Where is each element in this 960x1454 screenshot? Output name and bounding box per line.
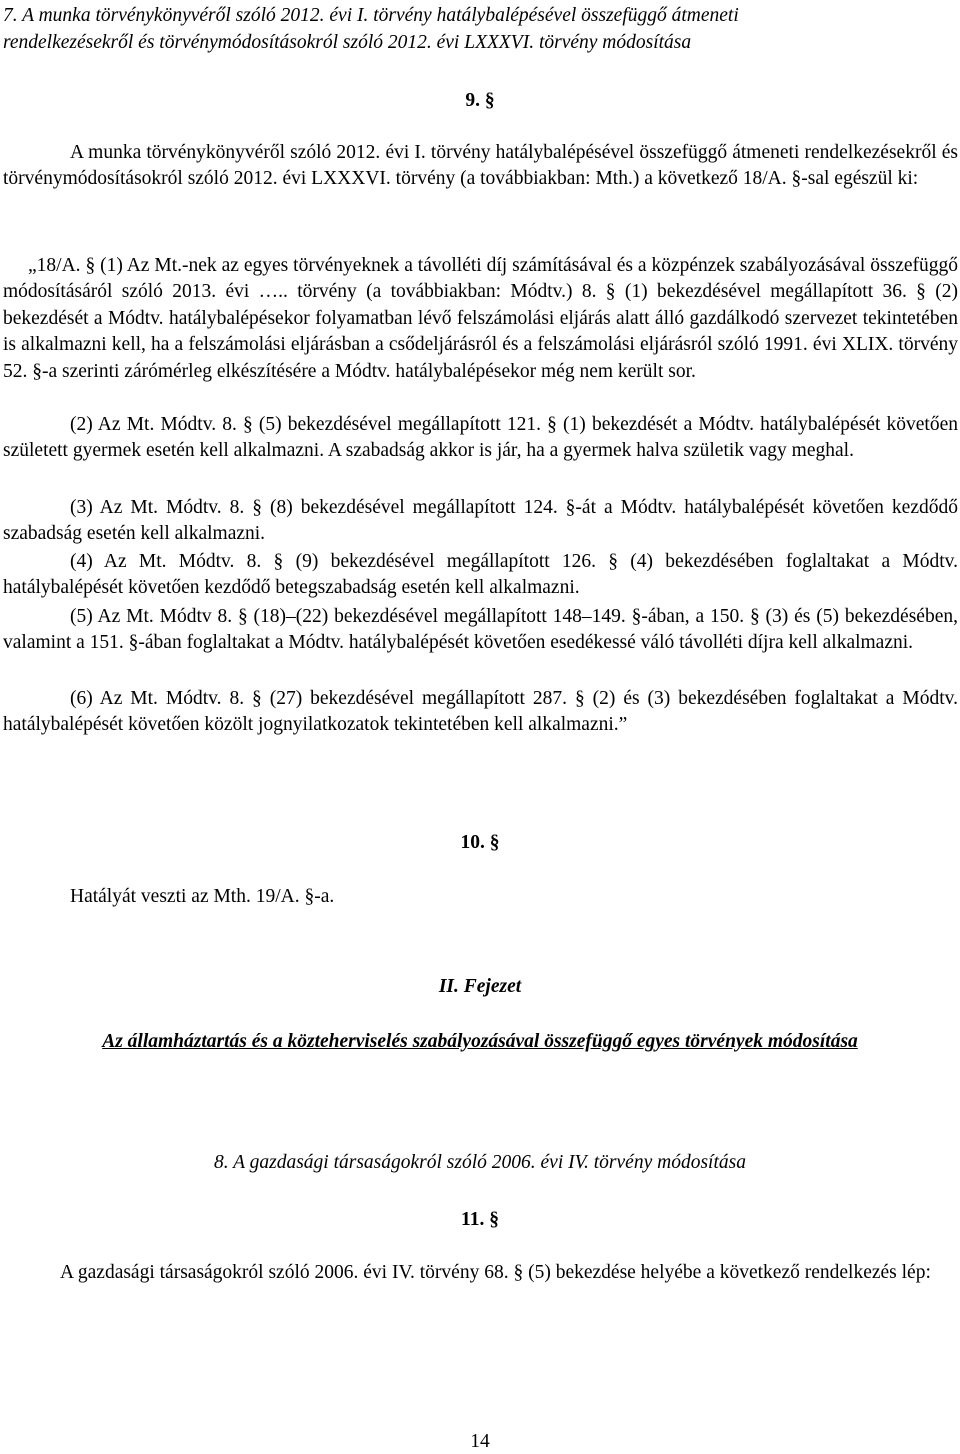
section-11-text: A gazdasági társaságokról szóló 2006. évi IV. törvény 68. § (5) bekezdése helyébe a következő rendelkezés lép: <box>60 1262 931 1283</box>
section-9-intro: A munka törvénykönyvéről szóló 2012. évi I. törvény hatálybalépésével összefüggő átmeneti rendelkezésekről és törvénymódosításokról szóló 2012. évi LXXXVI. törvény (a továbbiakban: Mth.) a következő 18/A. §-sal egészül ki: <box>3 142 958 190</box>
section-18a-paragraph-5: (5) Az Mt. Módtv 8. § (18)–(22) bekezdésével megállapított 148–149. §-ában, a 150. § (3) és (5) bekezdésében, valamint a 151. §-ában foglaltakat a Módtv. hatálybalépését követően esedékessé váló távolléti díjra kell alkalmazni. <box>3 606 958 654</box>
section-18a-paragraph-4: (4) Az Mt. Módtv. 8. § (9) bekezdésével megállapított 126. § (4) bekezdésében foglaltakat a Módtv. hatálybalépését követően kezdődő betegszabadság esetén kell alkalmazni. <box>3 551 958 599</box>
section-18a-paragraph-6: (6) Az Mt. Módtv. 8. § (27) bekezdésével megállapított 287. § (2) és (3) bekezdésében foglaltakat a Módtv. hatálybalépését követően közölt jognyilatkozatok tekintetében kell alkalmazni.” <box>3 688 958 736</box>
section-18a-paragraph-1: „18/A. § (1) Az Mt.-nek az egyes törvényeknek a távolléti díj számításával és a közpénzek szabályozásával összefüggő módosításáról szóló 2013. évi ….. törvény (a továbbiakban: Módtv.) 8. § (1) bekezdésével megállapított 36. § (2) bekezdését a Módtv. hatálybalépésekor folyamatban lévő felszámolási eljárás alatt álló gazdálkodó szervezet tekintetében is alkalmazni kell, ha a felszámolási eljárásban a csődeljárásról és a felszámolási eljárásról szóló 1991. évi XLIX. törvény 52. §-a szerinti zárómérleg elkészítésére a Módtv. hatálybalépésekor még nem került sor. <box>3 255 958 382</box>
section-18a-paragraph-2: (2) Az Mt. Módtv. 8. § (5) bekezdésével megállapított 121. § (1) bekezdését a Módtv. hatálybalépését követően született gyermek esetén kell alkalmazni. A szabadság akkor is jár, ha a gyermek halva születik vagy meghal. <box>3 414 958 462</box>
section-header-line-2: rendelkezésekről és törvénymódosításokról szóló 2012. évi LXXXVI. törvény módosítása <box>3 32 692 53</box>
section-9-heading: 9. § <box>465 90 495 111</box>
section-11-heading: 11. § <box>461 1209 499 1230</box>
page-number: 14 <box>470 1431 490 1452</box>
section-18a-paragraph-3: (3) Az Mt. Módtv. 8. § (8) bekezdésével megállapított 124. §-át a Módtv. hatálybalépését követően kezdődő szabadság esetén kell alkalmazni. <box>3 497 958 545</box>
section-10-heading: 10. § <box>460 832 500 853</box>
section-header-line-1: 7. A munka törvénykönyvéről szóló 2012. évi I. törvény hatálybalépésével összefüggő átmeneti <box>3 5 739 26</box>
chapter-title: Az államháztartás és a közteherviselés szabályozásával összefüggő egyes törvények módosítása <box>102 1031 858 1052</box>
chapter-heading: II. Fejezet <box>438 976 522 997</box>
subsection-title: 8. A gazdasági társaságokról szóló 2006. évi IV. törvény módosítása <box>214 1152 746 1173</box>
section-10-text: Hatályát veszti az Mth. 19/A. §-a. <box>70 886 335 907</box>
